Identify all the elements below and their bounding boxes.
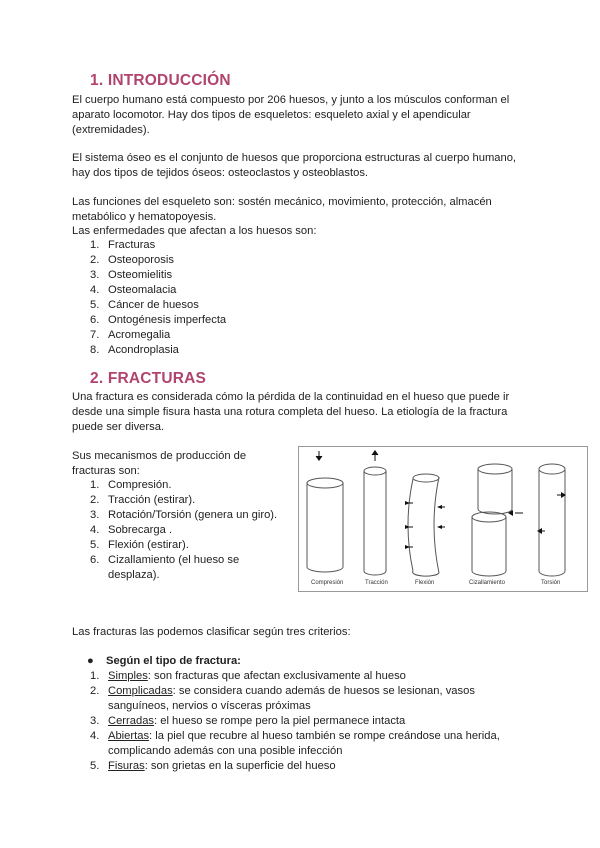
- list-item: 1. Compresión.: [90, 479, 172, 491]
- mechanism-list: [72, 478, 282, 583]
- intro-paragraph-2: El sistema óseo es el conjunto de huesos que proporciona estructuras al cuerpo humano, hay dos tipos de tejidos óseos: osteoclastos y osteoblastos.: [72, 152, 517, 179]
- bullet-label: Según el tipo de fractura:: [106, 655, 241, 667]
- intro-paragraph-4: Las enfermedades que afectan a los huesos son:: [72, 225, 317, 237]
- classify-intro: Las fracturas las podemos clasificar según tres criterios:: [72, 626, 351, 638]
- caption-torsion: Torsión: [541, 580, 561, 586]
- list-item: 3. Rotación/Torsión (genera un giro).: [90, 509, 278, 521]
- list-item: 5. Flexión (estirar).: [90, 539, 189, 551]
- fracture-diagram: [299, 447, 587, 591]
- fracturas-paragraph: Una fractura es considerada cómo la pérdida de la continuidad en el hueso que puede ir desde una simple fisura hasta una rotura completa del hueso. La etiología de la fractura puede ser diversa.: [72, 391, 510, 433]
- list-item: 2. Complicadas: se considera cuando además de huesos se lesionan, vasos sanguíneos, nervios o vísceras próximas: [90, 685, 475, 712]
- list-item: 4. Sobrecarga .: [90, 524, 173, 536]
- bullet-tipo-fractura: [87, 654, 241, 669]
- shear-blocks: [472, 464, 523, 576]
- list-item: 2. Tracción (estirar).: [90, 494, 196, 506]
- fracture-type-list: [72, 669, 512, 774]
- fracture-mechanisms-figure: [298, 446, 588, 592]
- flexion-bone: [408, 474, 445, 576]
- section-title-introduccion: 1. INTRODUCCIÓN: [90, 72, 231, 89]
- disease-list: [72, 238, 372, 358]
- list-item: 5. Fisuras: son grietas en la superficie del hueso: [90, 760, 336, 772]
- caption-traccion: Tracción: [365, 580, 388, 586]
- section-title-fracturas: 2. FRACTURAS: [90, 370, 207, 387]
- list-item: 4. Abiertas: la piel que recubre al hueso también se rompe creándose una herida, complicando además con una posible infección: [90, 730, 500, 757]
- list-item: 3. Cerradas: el hueso se rompe pero la piel permanece intacta: [90, 715, 406, 727]
- list-item: 8. Acondroplasia: [90, 344, 179, 356]
- intro-paragraph-3: Las funciones del esqueleto son: sostén mecánico, movimiento, protección, almacén metabólico y hematopoyesis.: [72, 196, 492, 223]
- mechanisms-intro: Sus mecanismos de producción de fracturas son:: [72, 450, 247, 477]
- intro-paragraph-1: El cuerpo humano está compuesto por 206 huesos, y junto a los músculos conforman el aparato locomotor. Hay dos tipos de esqueletos: esqueleto axial y el apendicular (extremidades).: [72, 94, 510, 136]
- caption-compresion: Compresión: [311, 580, 344, 586]
- torsion-cylinder: [539, 464, 565, 576]
- list-item: 7. Acromegalia: [90, 329, 171, 341]
- list-item: 6. Ontogénesis imperfecta: [90, 314, 227, 326]
- list-item: 2. Osteoporosis: [90, 254, 174, 266]
- list-item: 1. Fracturas: [90, 239, 156, 251]
- caption-flexion: Flexión: [415, 580, 435, 586]
- list-item: 3. Osteomielitis: [90, 269, 173, 281]
- traction-cylinder: [364, 451, 386, 575]
- list-item: 4. Osteomalacia: [90, 284, 177, 296]
- bullet-dot: ●: [87, 655, 94, 667]
- caption-cizallamiento: Cizallamiento: [469, 580, 506, 586]
- compression-cylinder: [307, 451, 343, 572]
- list-item: 1. Simples: son fracturas que afectan exclusivamente al hueso: [90, 670, 406, 682]
- list-item: 5. Cáncer de huesos: [90, 299, 199, 311]
- list-item: 6. Cizallamiento (el hueso se desplaza).: [90, 554, 240, 581]
